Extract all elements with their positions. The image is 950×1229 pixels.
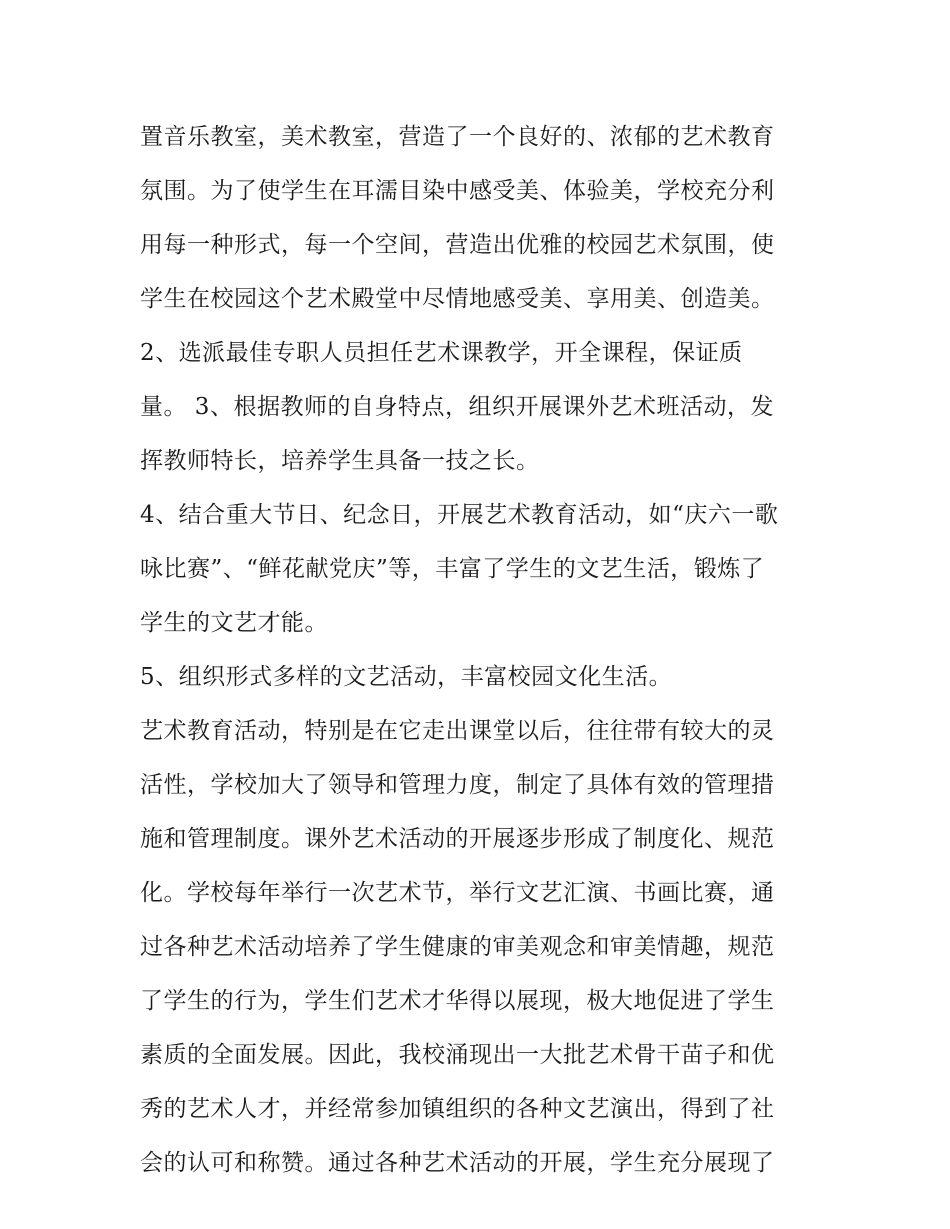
text-line: 用每一种形式，每一个空间，营造出优雅的校园艺术氛围，使 — [140, 232, 775, 258]
text-line: 5、组织形式多样的文艺活动，丰富校园文化生活。 — [140, 664, 673, 690]
text-line: 挥教师特长，培养学生具备一技之长。 — [140, 448, 540, 474]
text-line: 学生在校园这个艺术殿堂中尽情地感受美、享用美、创造美。 — [140, 286, 775, 312]
text-line: 置音乐教室，美术教室，营造了一个良好的、浓郁的艺术教育 — [140, 124, 775, 150]
text-line: 施和管理制度。课外艺术活动的开展逐步形成了制度化、规范 — [140, 826, 775, 852]
text-line: 量。 3、根据教师的自身特点，组织开展课外艺术班活动，发 — [140, 394, 774, 420]
text-line: 过各种艺术活动培养了学生健康的审美观念和审美情趣，规范 — [140, 934, 775, 960]
text-line: 化。学校每年举行一次艺术节，举行文艺汇演、书画比赛，通 — [140, 880, 775, 906]
text-line: 会的认可和称赞。通过各种艺术活动的开展，学生充分展现了 — [140, 1150, 775, 1176]
text-line: 了学生的行为，学生们艺术才华得以展现，极大地促进了学生 — [140, 988, 775, 1014]
text-line: 活性，学校加大了领导和管理力度，制定了具体有效的管理措 — [140, 772, 775, 798]
text-line: 氛围。为了使学生在耳濡目染中感受美、体验美，学校充分利 — [140, 178, 775, 204]
text-line: 2、选派最佳专职人员担任艺术课教学，开全课程，保证质 — [140, 340, 743, 366]
text-line: 素质的全面发展。因此，我校涌现出一大批艺术骨干苗子和优 — [140, 1042, 775, 1068]
text-line: 4、结合重大节日、纪念日，开展艺术教育活动，如“庆六一歌 — [140, 502, 779, 528]
text-line: 咏比赛”、“鲜花献党庆”等，丰富了学生的文艺生活，锻炼了 — [140, 556, 765, 582]
body-text — [140, 110, 830, 1190]
text-line: 学生的文艺才能。 — [140, 610, 328, 636]
text-line: 艺术教育活动，特别是在它走出课堂以后，往往带有较大的灵 — [140, 718, 775, 744]
text-line: 秀的艺术人才，并经常参加镇组织的各种文艺演出，得到了社 — [140, 1096, 775, 1122]
